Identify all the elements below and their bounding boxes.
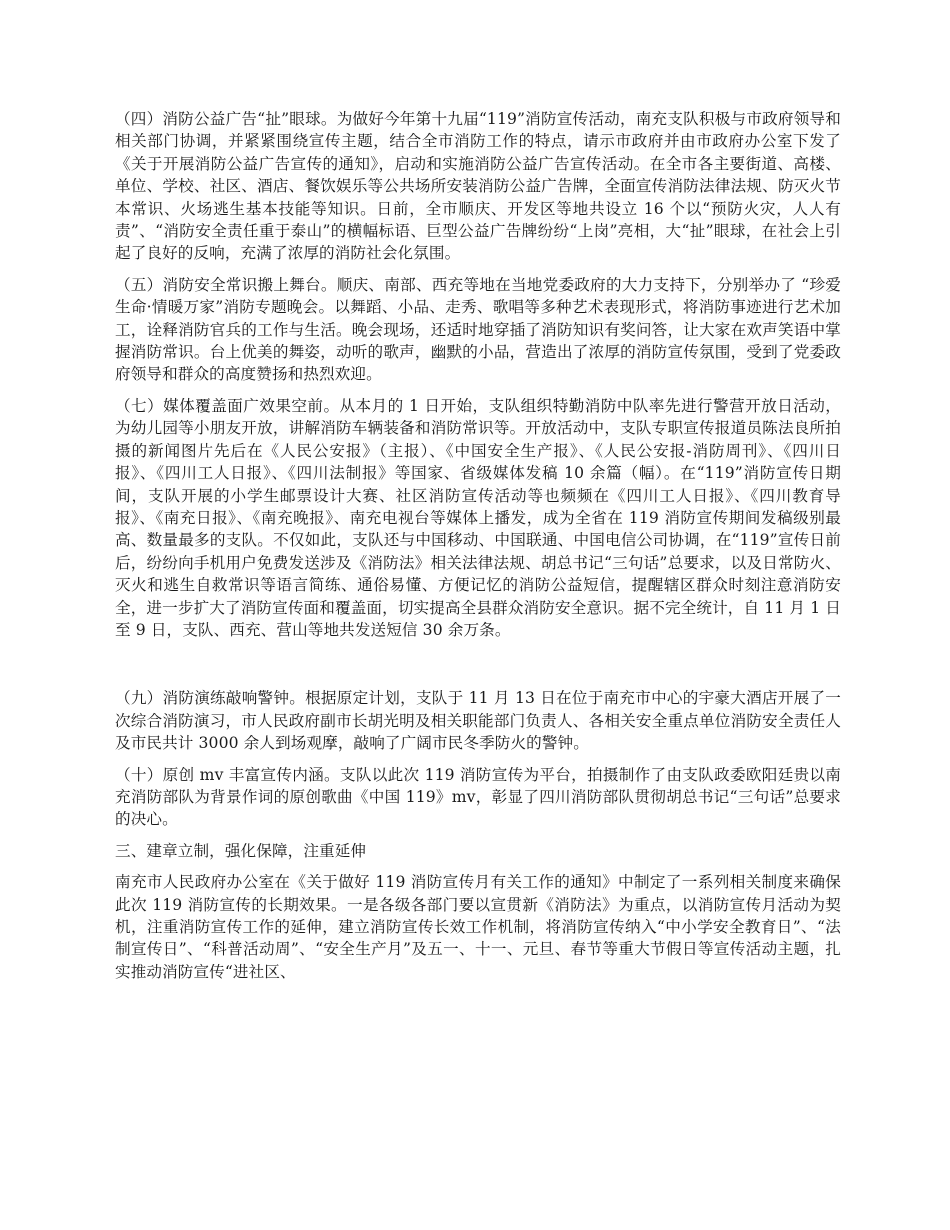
paragraph-spacer xyxy=(115,386,841,395)
paragraph-public-ads: （四）消防公益广告“扯”眼球。为做好今年第十九届“119”消防宣传活动，南充支队积极与市政府领导和相关部门协调，并紧紧围绕宣传主题，结合全市消防工作的特点，请示市政府并由市政府办公室下发了《关于开展消防公益广告宣传的通知》，启动和实施消防公益广告宣传活动。在全市各主要街道、高楼、单位、学校、社区、酒店、餐饮娱乐等公共场所安装消防公益广告牌，全面宣传消防法律法规、防灭火节本常识、火场逃生基本技能等知识。日前，全市顺庆、开发区等地共设立 16 个以“预防火灾，人人有责”、“消防安全责任重于泰山”的横幅标语、巨型公益广告牌纷纷“上岗”亮相，大“扯”眼球，在社会上引起了良好的反响，充满了浓厚的消防社会化氛围。 xyxy=(115,110,841,263)
document-body xyxy=(115,108,841,983)
paragraph-stage-knowledge: （五）消防安全常识搬上舞台。顺庆、南部、西充等地在当地党委政府的大力支持下，分别举办了 “珍爱生命·情暖万家”消防专题晚会。以舞蹈、小品、走秀、歌唱等多种艺术表现形式，将消防事迹进行艺术加工，诠释消防官兵的工作与生活。晚会现场，还适时地穿插了消防知识有奖问答，让大家在欢声笑语中掌握消防常识。台上优美的舞姿，动听的歌声，幽默的小品，营造出了浓厚的消防宣传氛围，受到了党委政府领导和群众的高度赞扬和热烈欢迎。 xyxy=(115,275,841,384)
paragraph-original-mv: （十）原创 mv 丰富宣传内涵。支队以此次 119 消防宣传为平台，拍摄制作了由支队政委欧阳廷贵以南充消防部队为背景作词的原创歌曲《中国 119》mv，彰显了四川消防部队贯彻胡总书记“三句话”总要求的决心。 xyxy=(115,765,841,829)
paragraph-media-coverage: （七）媒体覆盖面广效果空前。从本月的 1 日开始，支队组织特勤消防中队率先进行警营开放日活动，为幼儿园等小朋友开放，讲解消防车辆装备和消防常识等。开放活动中，支队专职宣传报道员陈法良所拍摄的新闻图片先后在《人民公安报》（主报）、《中国安全生产报》、《人民公安报-消防周刊》、《四川日报》、《四川工人日报》、《四川法制报》等国家、省级媒体发稿 10 余篇（幅）。在“119”消防宣传日期间，支队开展的小学生邮票设计大赛、社区消防宣传活动等也频频在《四川工人日报》、《四川教育导报》、《南充日报》、《南充晚报》、南充电视台等媒体上播发，成为全省在 119 消防宣传期间发稿级别最高、数量最多的支队。不仅如此，支队还与中国移动、中国联通、中国电信公司协调，在“119”宣传日前后，纷纷向手机用户免费发送涉及《消防法》相关法律法规、胡总书记“三句话”总要求，以及日常防火、灭火和逃生自救常识等语言简练、通俗易懂、方便记忆的消防公益短信，提醒辖区群众时刻注意消防安全，进一步扩大了消防宣传面和覆盖面，切实提高全县群众消防安全意识。据不完全统计，自 11 月 1 日至 9 日，支队、西充、营山等地共发送短信 30 余万条。 xyxy=(115,396,841,639)
paragraph-regulations: 南充市人民政府办公室在《关于做好 119 消防宣传月有关工作的通知》中制定了一系列相关制度来确保此次 119 消防宣传的长期效果。一是各级各部门要以宣贯新《消防法》为重点，以消防宣传月活动为契机，注重消防宣传工作的延伸，建立消防宣传长效工作机制，将消防宣传纳入“中小学安全教育日”、“法制宣传日”、“科普活动周”、“安全生产月”及五一、十一、元旦、春节等重大节假日等宣传活动主题，扎实推动消防宣传“进社区、 xyxy=(115,873,841,981)
paragraph-fire-drill: （九）消防演练敲响警钟。根据原定计划，支队于 11 月 13 日在位于南充市中心的宇豪大酒店开展了一次综合消防演习，市人民政府副市长胡光明及相关职能部门负责人、各相关安全重点单位消防安全责任人及市民共计 3000 余人到场观摩，敲响了广阔市民冬季防火的警钟。 xyxy=(115,689,841,753)
paragraph-spacer xyxy=(115,265,841,274)
section-heading: 三、建章立制，强化保障，注重延伸 xyxy=(115,841,367,860)
paragraph-spacer xyxy=(115,831,841,840)
section-spacer xyxy=(115,641,841,687)
paragraph-spacer xyxy=(115,755,841,764)
paragraph-spacer xyxy=(115,862,841,871)
